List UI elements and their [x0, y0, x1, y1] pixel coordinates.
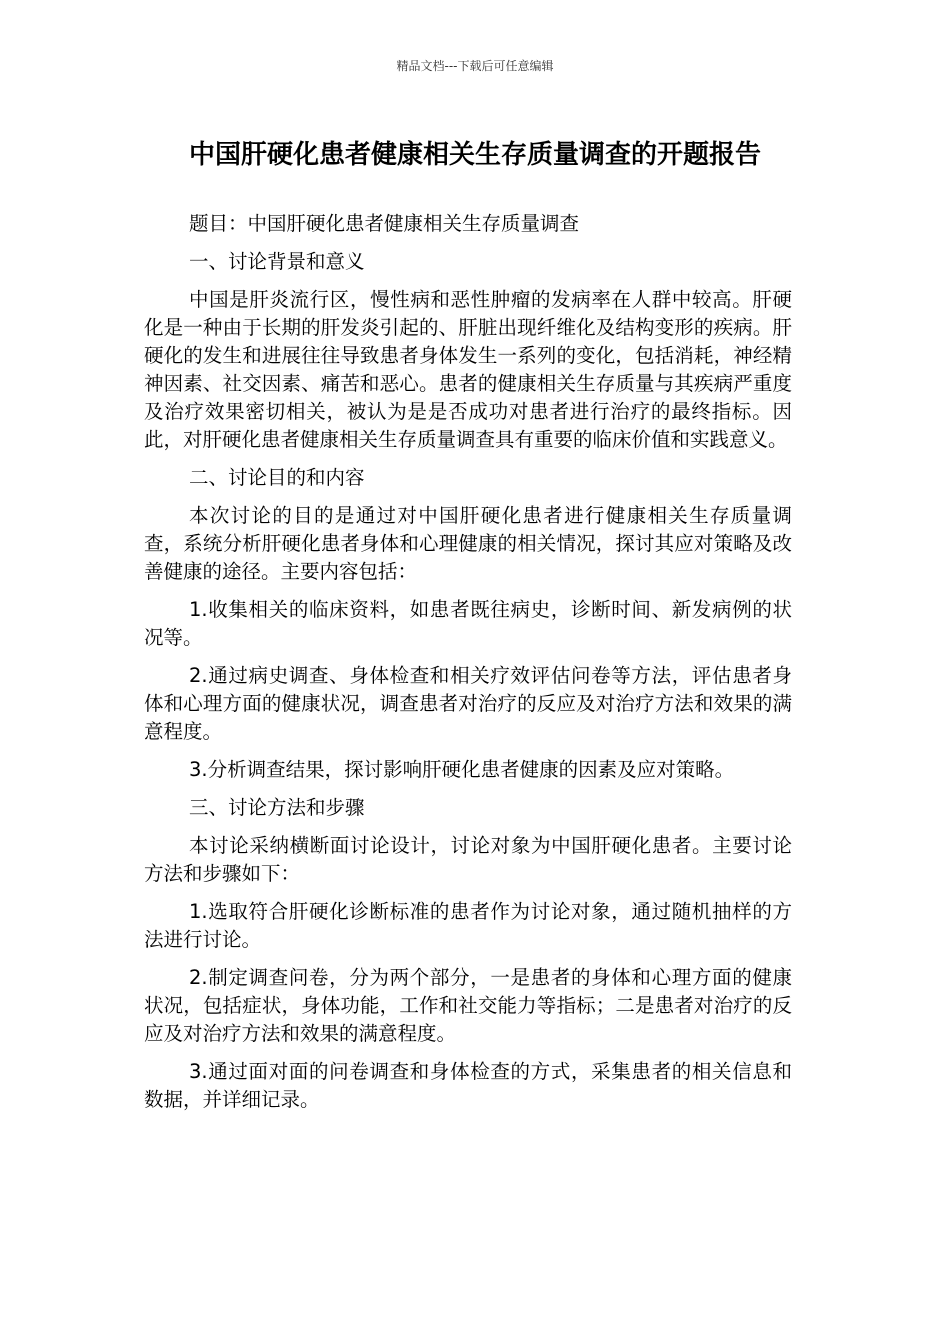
- topic-line: 题目：中国肝硬化患者健康相关生存质量调查: [189, 212, 580, 235]
- methods-item-1: 1.选取符合肝硬化诊断标准的患者作为讨论对象，通过随机抽样的方法进行讨论。: [144, 900, 792, 951]
- section-heading-background: 一、讨论背景和意义: [189, 250, 365, 273]
- purpose-item-3: 3.分析调查结果，探讨影响肝硬化患者健康的因素及应对策略。: [189, 758, 735, 781]
- document-body: [144, 210, 792, 1124]
- methods-item-2: 2.制定调查问卷，分为两个部分，一是患者的身体和心理方面的健康状况，包括症状，身体功能，工作和社交能力等指标；二是患者对治疗的反应及对治疗方法和效果的满意程度。: [144, 966, 792, 1045]
- purpose-item-1: 1.收集相关的临床资料，如患者既往病史，诊断时间、新发病例的状况等。: [144, 598, 792, 649]
- methods-item-3: 3.通过面对面的问卷调查和身体检查的方式，采集患者的相关信息和数据，并详细记录。: [144, 1060, 792, 1111]
- purpose-paragraph: 本次讨论的目的是通过对中国肝硬化患者进行健康相关生存质量调查，系统分析肝硬化患者身体和心理健康的相关情况，探讨其应对策略及改善健康的途径。主要内容包括：: [144, 504, 792, 583]
- header-note: 精品文档---下载后可任意编辑: [396, 59, 554, 73]
- section-heading-methods: 三、讨论方法和步骤: [189, 796, 365, 819]
- background-paragraph: 中国是肝炎流行区，慢性病和恶性肿瘤的发病率在人群中较高。肝硬化是一种由于长期的肝发炎引起的、肝脏出现纤维化及结构变形的疾病。肝硬化的发生和进展往往导致患者身体发生一系列的变化，包括消耗，神经精神因素、社交因素、痛苦和恶心。患者的健康相关生存质量与其疾病严重度及治疗效果密切相关，被认为是是否成功对患者进行治疗的最终指标。因此，对肝硬化患者健康相关生存质量调查具有重要的临床价值和实践意义。: [144, 288, 792, 451]
- section-heading-purpose: 二、讨论目的和内容: [189, 466, 365, 489]
- document-title: 中国肝硬化患者健康相关生存质量调查的开题报告: [188, 140, 761, 170]
- purpose-item-2: 2.通过病史调查、身体检查和相关疗效评估问卷等方法，评估患者身体和心理方面的健康状况，调查患者对治疗的反应及对治疗方法和效果的满意程度。: [144, 664, 792, 743]
- methods-paragraph: 本讨论采纳横断面讨论设计，讨论对象为中国肝硬化患者。主要讨论方法和步骤如下：: [144, 834, 792, 885]
